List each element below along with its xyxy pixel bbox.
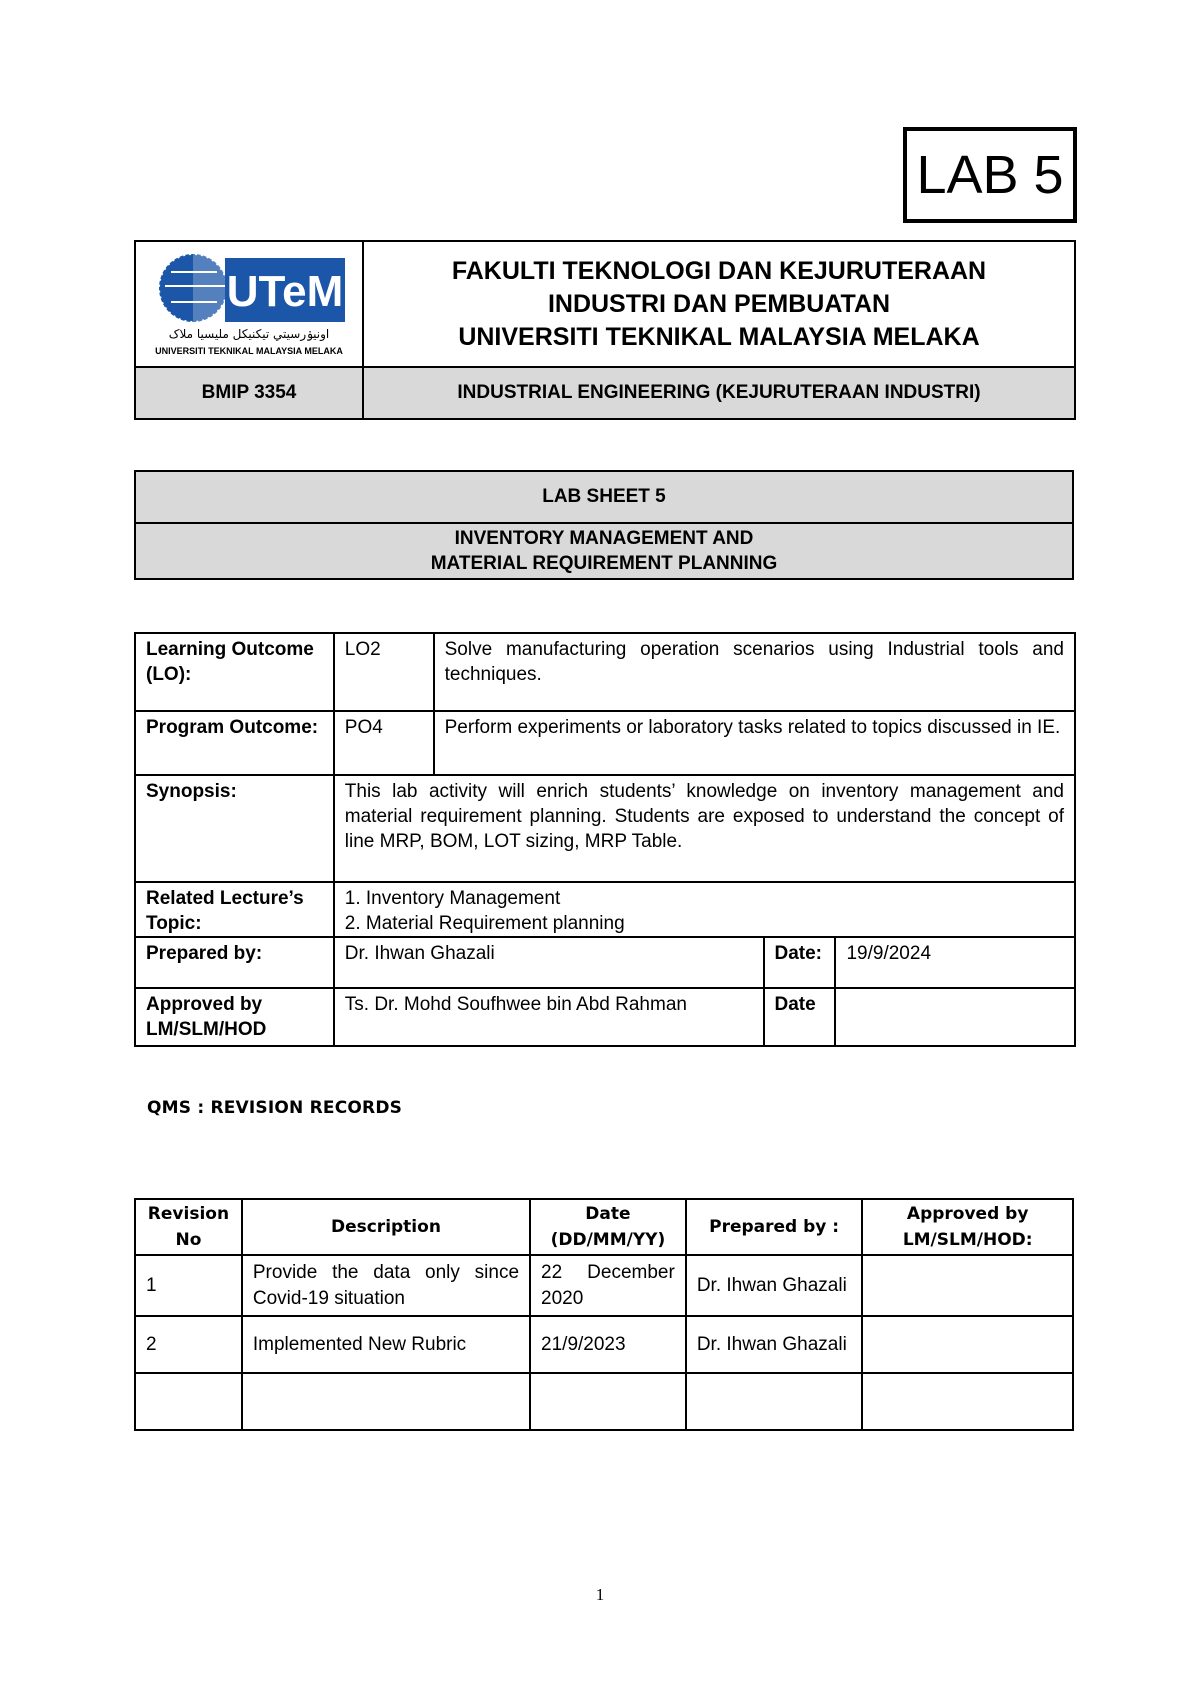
logo-caption: UNIVERSITI TEKNIKAL MALAYSIA MELAKA — [155, 345, 343, 356]
lo-code: LO2 — [334, 633, 434, 711]
revision-prepared-by — [686, 1373, 863, 1430]
table-row — [135, 882, 1075, 937]
date-label: Date: — [764, 937, 836, 988]
prepared-by-label: Prepared by: — [135, 937, 334, 988]
synopsis-text: This lab activity will enrich students’ knowledge on inventory management and material requirement planning. Students are exposed to understand the concept of line MRP, BOM, LOT sizing, MRP Table. — [334, 775, 1075, 882]
lecture-topic-label: Related Lecture’s Topic: — [135, 882, 334, 937]
logo-text: UTeM — [226, 266, 344, 316]
revision-no — [135, 1373, 242, 1430]
course-name: INDUSTRIAL ENGINEERING (KEJURUTERAAN INDUSTRI) — [363, 367, 1075, 419]
faculty-line-2: INDUSTRI DAN PEMBUATAN — [547, 289, 891, 318]
revision-no: 1 — [135, 1255, 242, 1316]
table-row — [135, 1373, 1073, 1430]
lab-sheet-title-table — [134, 470, 1074, 580]
lab-number-label: LAB 5 — [916, 145, 1064, 205]
faculty-header-table — [134, 240, 1076, 420]
synopsis-label: Synopsis: — [135, 775, 334, 882]
table-row — [135, 1255, 1073, 1316]
revision-description: Implemented New Rubric — [242, 1316, 530, 1373]
table-row — [135, 711, 1075, 775]
course-code: BMIP 3354 — [135, 367, 363, 419]
table-row — [135, 633, 1075, 711]
table-row — [135, 775, 1075, 882]
revision-date: 22 December 2020 — [530, 1255, 686, 1316]
outcomes-table — [134, 632, 1076, 1047]
utem-logo-cell — [135, 241, 363, 367]
approved-by-name: Ts. Dr. Mohd Soufhwee bin Abd Rahman — [334, 988, 764, 1046]
revision-description: Provide the data only since Covid-19 situation — [242, 1255, 530, 1316]
prepared-by-header: Prepared by : — [686, 1199, 863, 1255]
lab-sheet-subtitle-line-2: MATERIAL REQUIREMENT PLANNING — [430, 553, 778, 574]
lab-sheet-subtitle-line-1: INVENTORY MANAGEMENT AND — [454, 528, 754, 549]
lab-sheet-title: LAB SHEET 5 — [135, 471, 1073, 523]
revision-date — [530, 1373, 686, 1430]
faculty-name-cell — [363, 241, 1075, 367]
utem-logo — [151, 246, 347, 358]
page-number: 1 — [595, 1585, 605, 1604]
approved-date-label: Date — [764, 988, 836, 1046]
faculty-line-3: UNIVERSITI TEKNIKAL MALAYSIA MELAKA — [458, 322, 980, 351]
revision-no: 2 — [135, 1316, 242, 1373]
revision-description — [242, 1373, 530, 1430]
po-text: Perform experiments or laboratory tasks related to topics discussed in IE. — [434, 711, 1075, 775]
approved-by-label: Approved by LM/SLM/HOD — [135, 988, 334, 1046]
logo-arabic-text: اونيۏرسيتي تيکنيکل مليسيا ملاک — [168, 326, 330, 341]
po-code: PO4 — [334, 711, 434, 775]
date-value: 19/9/2024 — [835, 937, 1075, 988]
date-header: Date (DD/MM/YY) — [530, 1199, 686, 1255]
lecture-topic-2: 2. Material Requirement planning — [344, 913, 625, 934]
lab-sheet-subtitle — [135, 523, 1073, 579]
lecture-topics — [334, 882, 1075, 937]
lecture-topic-1: 1. Inventory Management — [344, 888, 561, 909]
revision-approved-by — [862, 1316, 1073, 1373]
table-row — [135, 988, 1075, 1046]
table-header-row — [135, 1199, 1073, 1255]
lo-label: Learning Outcome (LO): — [135, 633, 334, 711]
revision-prepared-by: Dr. Ihwan Ghazali — [686, 1316, 863, 1373]
description-header: Description — [242, 1199, 530, 1255]
revision-no-header: Revision No — [135, 1199, 242, 1255]
table-row — [135, 1316, 1073, 1373]
table-row — [135, 937, 1075, 988]
revision-date: 21/9/2023 — [530, 1316, 686, 1373]
lab-number-box — [903, 127, 1077, 223]
revision-records-table — [134, 1198, 1074, 1431]
revision-approved-by — [862, 1373, 1073, 1430]
approved-by-header: Approved by LM/SLM/HOD: — [862, 1199, 1073, 1255]
faculty-line-1: FAKULTI TEKNOLOGI DAN KEJURUTERAAN — [451, 256, 987, 285]
po-label: Program Outcome: — [135, 711, 334, 775]
prepared-by-name: Dr. Ihwan Ghazali — [334, 937, 764, 988]
revision-prepared-by: Dr. Ihwan Ghazali — [686, 1255, 863, 1316]
qms-title: QMS : REVISION RECORDS — [147, 1098, 403, 1118]
lo-text: Solve manufacturing operation scenarios using Industrial tools and techniques. — [434, 633, 1075, 711]
approved-date-value — [835, 988, 1075, 1046]
revision-approved-by — [862, 1255, 1073, 1316]
